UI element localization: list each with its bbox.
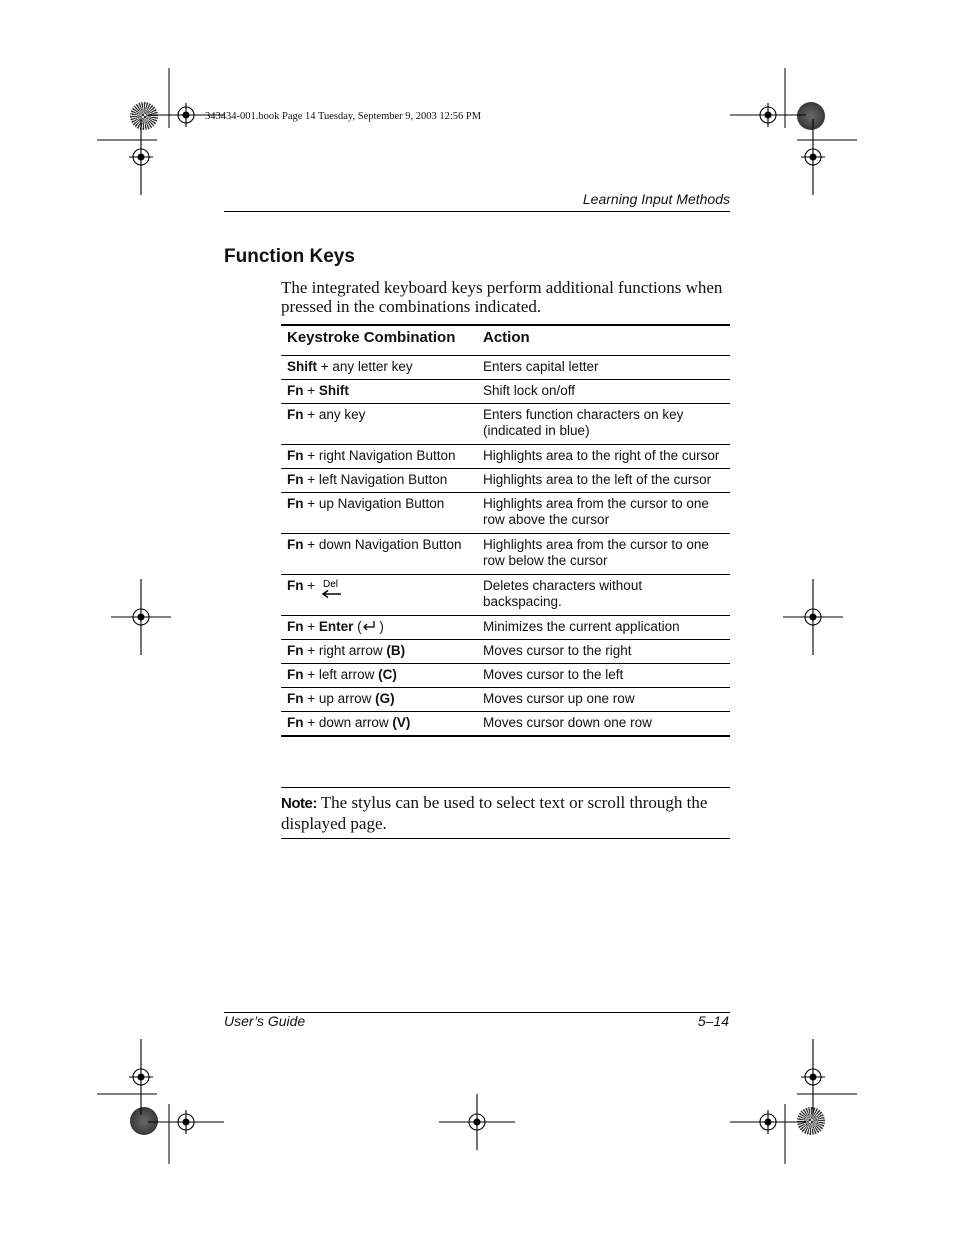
key-rest: + right arrow — [303, 643, 387, 658]
table-row — [281, 534, 730, 575]
key-rest: + down arrow — [303, 715, 393, 730]
note-text: The stylus can be used to select text or scroll through the displayed page. — [281, 793, 708, 833]
keystroke-cell — [281, 575, 477, 616]
table-row — [281, 404, 730, 445]
key-label: Shift — [287, 359, 317, 374]
table-row — [281, 445, 730, 469]
key-rest: + left arrow — [303, 667, 379, 682]
action-cell: Moves cursor to the right — [477, 640, 730, 664]
key-label: Fn — [287, 715, 304, 730]
note-label: Note: — [281, 795, 317, 812]
key-rest: + right Navigation Button — [303, 448, 456, 463]
action-cell: Moves cursor to the left — [477, 664, 730, 688]
key-label: Shift — [318, 383, 349, 398]
delete-key-label: Del — [322, 579, 338, 590]
action-cell: Enters capital letter — [477, 356, 730, 380]
table-row — [281, 469, 730, 493]
note-rule-bottom — [281, 838, 730, 839]
keystroke-cell — [281, 445, 477, 469]
key-label: Enter — [318, 619, 354, 634]
key-label: Fn — [287, 472, 304, 487]
note-paragraph — [281, 793, 730, 834]
table-row — [281, 688, 730, 712]
key-label: Fn — [287, 667, 304, 682]
action-cell: Moves cursor down one row — [477, 712, 730, 737]
action-cell: Highlights area from the cursor to one row below the cursor — [477, 534, 730, 575]
table-row — [281, 493, 730, 534]
key-rest: + any letter key — [317, 359, 413, 374]
footer-title: User’s Guide — [224, 1013, 306, 1029]
book-slug-line: 343434-001.book Page 14 Tuesday, September 9, 2003 12:56 PM — [205, 111, 482, 122]
header-rule — [224, 211, 730, 212]
key-label: Fn — [287, 578, 304, 593]
keystroke-cell — [281, 664, 477, 688]
key-label: Fn — [287, 496, 304, 511]
key-rest: + left Navigation Button — [303, 472, 448, 487]
key-label: (B) — [386, 643, 406, 658]
column-header-action: Action — [477, 325, 730, 356]
key-rest: + up arrow — [303, 691, 376, 706]
table-row — [281, 356, 730, 380]
key-rest: ( — [353, 619, 362, 634]
keystroke-cell — [281, 380, 477, 404]
keystroke-cell — [281, 688, 477, 712]
table-header-row — [281, 325, 730, 356]
keystroke-cell — [281, 616, 477, 640]
key-rest: + any key — [303, 407, 366, 422]
key-rest: + — [303, 383, 319, 398]
column-header-keystroke: Keystroke Combination — [281, 325, 477, 356]
table-row — [281, 575, 730, 616]
delete-key-icon — [321, 578, 343, 600]
key-label: Fn — [287, 448, 304, 463]
function-keys-table — [281, 324, 730, 737]
keystroke-cell — [281, 469, 477, 493]
action-cell: Highlights area to the left of the cursor — [477, 469, 730, 493]
key-label: (V) — [392, 715, 411, 730]
key-rest: + — [303, 619, 319, 634]
keystroke-cell — [281, 356, 477, 380]
page-number: 5–14 — [697, 1013, 729, 1029]
key-label: (C) — [378, 667, 397, 682]
keystroke-cell — [281, 534, 477, 575]
keystroke-cell — [281, 640, 477, 664]
action-cell: Highlights area to the right of the cursor — [477, 445, 730, 469]
key-label: Fn — [287, 537, 304, 552]
keystroke-cell — [281, 493, 477, 534]
key-rest: + — [303, 578, 319, 593]
action-cell: Minimizes the current application — [477, 616, 730, 640]
table-row — [281, 616, 730, 640]
action-cell: Shift lock on/off — [477, 380, 730, 404]
section-title: Function Keys — [224, 246, 355, 267]
key-label: Fn — [287, 383, 304, 398]
action-cell: Enters function characters on key (indicated in blue) — [477, 404, 730, 445]
key-label: Fn — [287, 691, 304, 706]
key-rest: + down Navigation Button — [303, 537, 462, 552]
key-rest: ) — [375, 619, 384, 634]
keystroke-cell — [281, 404, 477, 445]
running-head: Learning Input Methods — [582, 191, 730, 207]
note-rule-top — [281, 787, 730, 788]
table-row — [281, 712, 730, 737]
key-rest: + up Navigation Button — [303, 496, 445, 511]
key-label: (G) — [375, 691, 395, 706]
action-cell: Highlights area from the cursor to one row above the cursor — [477, 493, 730, 534]
keystroke-cell — [281, 712, 477, 737]
key-label: Fn — [287, 619, 304, 634]
intro-paragraph: The integrated keyboard keys perform additional functions when pressed in the combinations indicated. — [281, 278, 723, 316]
key-label: Fn — [287, 643, 304, 658]
action-cell: Deletes characters without backspacing. — [477, 575, 730, 616]
action-cell: Moves cursor up one row — [477, 688, 730, 712]
enter-key-icon — [362, 620, 376, 632]
key-label: Fn — [287, 407, 304, 422]
table-row — [281, 664, 730, 688]
table-row — [281, 640, 730, 664]
table-row — [281, 380, 730, 404]
